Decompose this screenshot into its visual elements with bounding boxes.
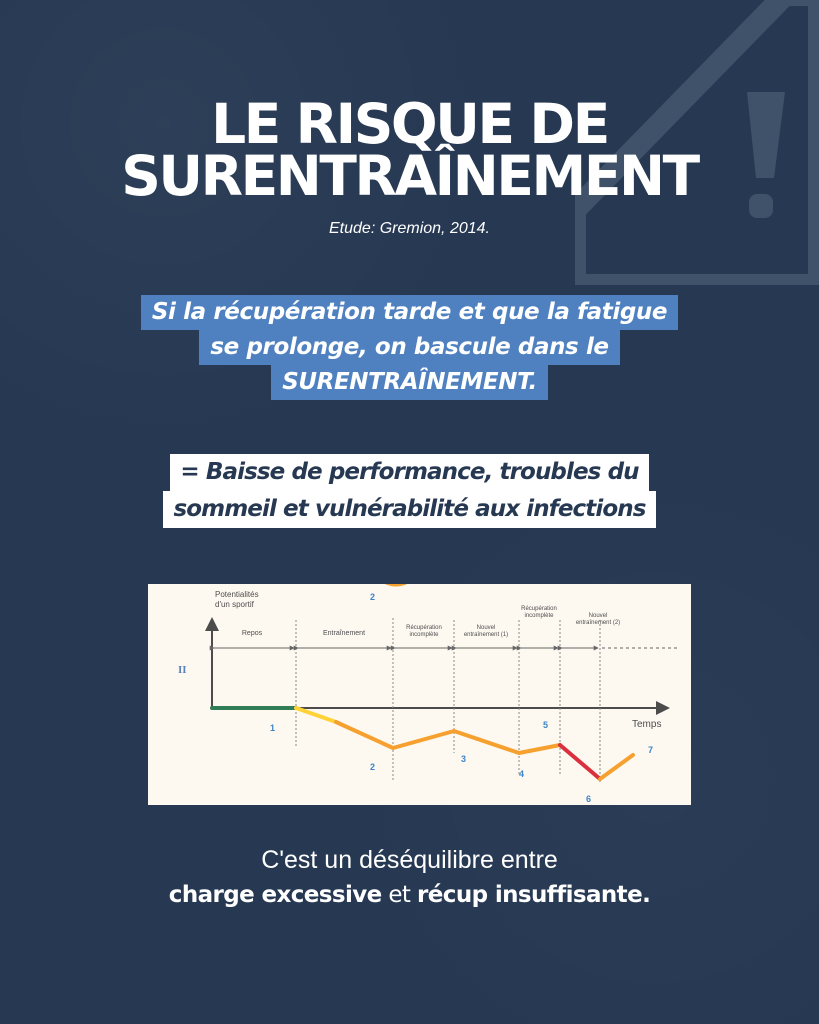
- overtraining-diagram-svg: [148, 584, 691, 805]
- recovery-warning-line-2: se prolonge, on bascule dans le: [199, 330, 619, 365]
- marker-6: 6: [586, 794, 592, 804]
- marker-top-2: 2: [370, 592, 376, 602]
- recovery-warning-box: [0, 295, 819, 400]
- recovery-warning-line-3: SURENTRAÎNEMENT.: [271, 365, 548, 400]
- x-axis-label: Temps: [632, 719, 662, 730]
- rebound-curve-orange: [600, 755, 633, 779]
- y-axis-label-line-1: Potentialités: [215, 590, 259, 599]
- phase-label-nouvel-entrainement-2-line-1: Nouvel: [588, 613, 608, 619]
- phase-labels: [242, 606, 620, 638]
- phase-label-nouvel-entrainement-1-line-2: entraînement (1): [463, 632, 509, 638]
- phase-label-recuperation-2-line-1: Récupération: [521, 606, 557, 612]
- top-orange-arc: [384, 584, 408, 585]
- marker-2: 2: [370, 762, 376, 772]
- performance-curve-orange: [336, 722, 560, 753]
- phase-label-recuperation-2-line-2: incomplète: [524, 613, 554, 619]
- overtraining-effects-box: [0, 454, 819, 528]
- phase-label-nouvel-entrainement-1-line-1: Nouvel: [476, 625, 496, 631]
- page-title-line-2: SURENTRAÎNEMENT: [121, 144, 698, 208]
- marker-7: 7: [648, 745, 654, 755]
- insufficient-recovery-text: récup insuffisante.: [417, 882, 651, 908]
- marker-5: 5: [543, 720, 549, 730]
- excessive-load-text: charge excessive: [168, 882, 382, 908]
- conclusion: [0, 846, 819, 909]
- marker-1: 1: [270, 723, 276, 733]
- y-axis-label-line-2: d'un sportif: [215, 600, 254, 609]
- phase-separators: [296, 618, 600, 784]
- marker-4: 4: [519, 769, 525, 779]
- overtraining-effects-line-1: = Baisse de performance, troubles du: [170, 454, 648, 491]
- conclusion-line-2: [0, 881, 819, 909]
- roman-numeral-label: II: [178, 664, 187, 676]
- phase-label-nouvel-entrainement-2-line-2: entraînement (2): [575, 620, 621, 626]
- page-title: [0, 92, 819, 208]
- phase-label-repos: Repos: [241, 630, 263, 637]
- conclusion-connector: et: [381, 882, 418, 908]
- recovery-warning-line-1: Si la récupération tarde et que la fatigue: [141, 295, 678, 330]
- phase-label-entrainement: Entraînement: [322, 630, 366, 637]
- study-citation: Etude: Gremion, 2014.: [329, 220, 490, 237]
- yellow-fatigue-segment: [296, 708, 336, 722]
- phase-label-recuperation-1-line-1: Récupération: [406, 625, 442, 631]
- page-title-line-1: LE RISQUE DE: [211, 92, 608, 156]
- overtraining-curve-red: [560, 745, 600, 779]
- marker-3: 3: [461, 754, 467, 764]
- overtraining-effects-line-2: sommeil et vulnérabilité aux infections: [163, 491, 655, 528]
- overtraining-diagram: [148, 584, 691, 805]
- phase-label-recuperation-1-line-2: incomplète: [409, 632, 439, 638]
- conclusion-line-1: C'est un déséquilibre entre: [261, 846, 558, 874]
